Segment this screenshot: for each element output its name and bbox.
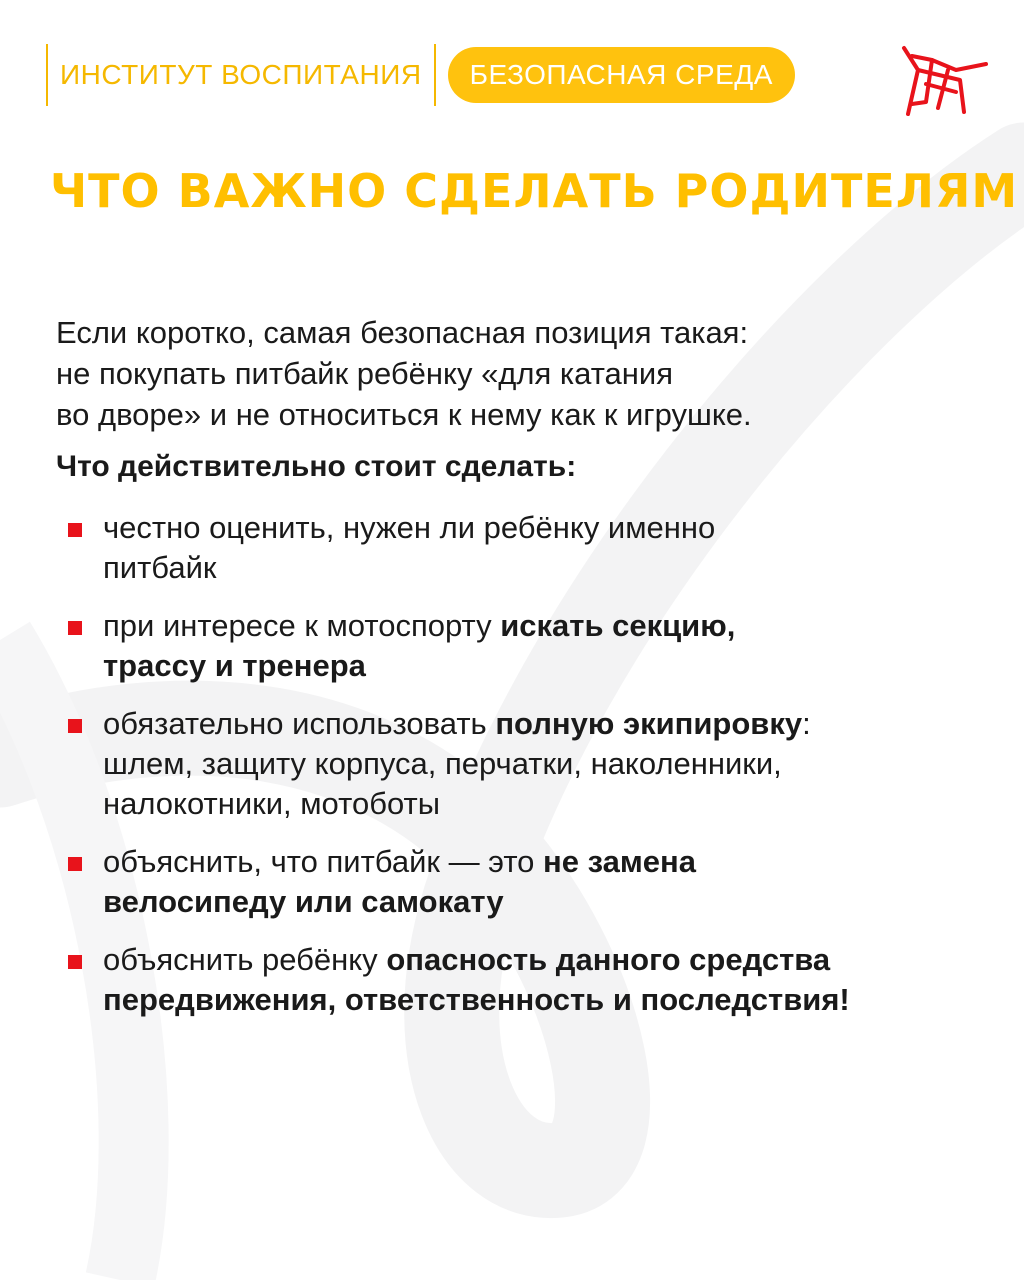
bullet-square-icon [68,621,82,635]
item-emphasis: искать секцию, [500,608,736,643]
item-emphasis: не замена [543,844,696,879]
item-emphasis: опасность данного средства [386,942,831,977]
list-item [56,606,976,686]
list-item [56,704,976,824]
section-badge: БЕЗОПАСНАЯ СРЕДА [448,47,795,103]
intro-paragraph [56,312,956,435]
item-emphasis: велосипеду или самокату [103,884,504,919]
bullet-square-icon [68,955,82,969]
item-text: обязательно использовать [103,706,496,741]
list-heading: Что действительно стоит сделать: [56,450,577,483]
bullet-square-icon [68,523,82,537]
item-emphasis: трассу и тренера [103,648,366,683]
red-horse-logo-icon [898,40,990,118]
item-emphasis: полную экипировку [495,706,803,741]
item-text: объяснить, что питбайк — это [103,844,544,879]
item-text: шлем, защиту корпуса, перчатки, наколенники, [103,746,782,781]
item-text: питбайк [103,550,217,585]
list-item [56,842,976,922]
item-emphasis: передвижения, ответственность и последствия! [103,982,850,1017]
intro-line: во дворе» и не относиться к нему как к игрушке. [56,397,752,432]
header-divider-right [434,44,436,106]
header [46,42,795,108]
list-item [56,508,976,588]
institute-label: ИНСТИТУТ ВОСПИТАНИЯ [60,59,422,90]
bullet-square-icon [68,719,82,733]
item-text: при интересе к мотоспорту [103,608,501,643]
page-title: ЧТО ВАЖНО СДЕЛАТЬ РОДИТЕЛЯМ [50,164,1019,218]
intro-line: Если коротко, самая безопасная позиция такая: [56,315,749,350]
item-text: налокотники, мотоботы [103,786,441,821]
bullet-square-icon [68,857,82,871]
advice-list [56,508,976,1038]
item-text: объяснить ребёнку [103,942,387,977]
list-item [56,940,976,1020]
item-text: : [802,706,811,741]
intro-line: не покупать питбайк ребёнку «для катания [56,356,674,391]
item-text: честно оценить, нужен ли ребёнку именно [103,510,716,545]
